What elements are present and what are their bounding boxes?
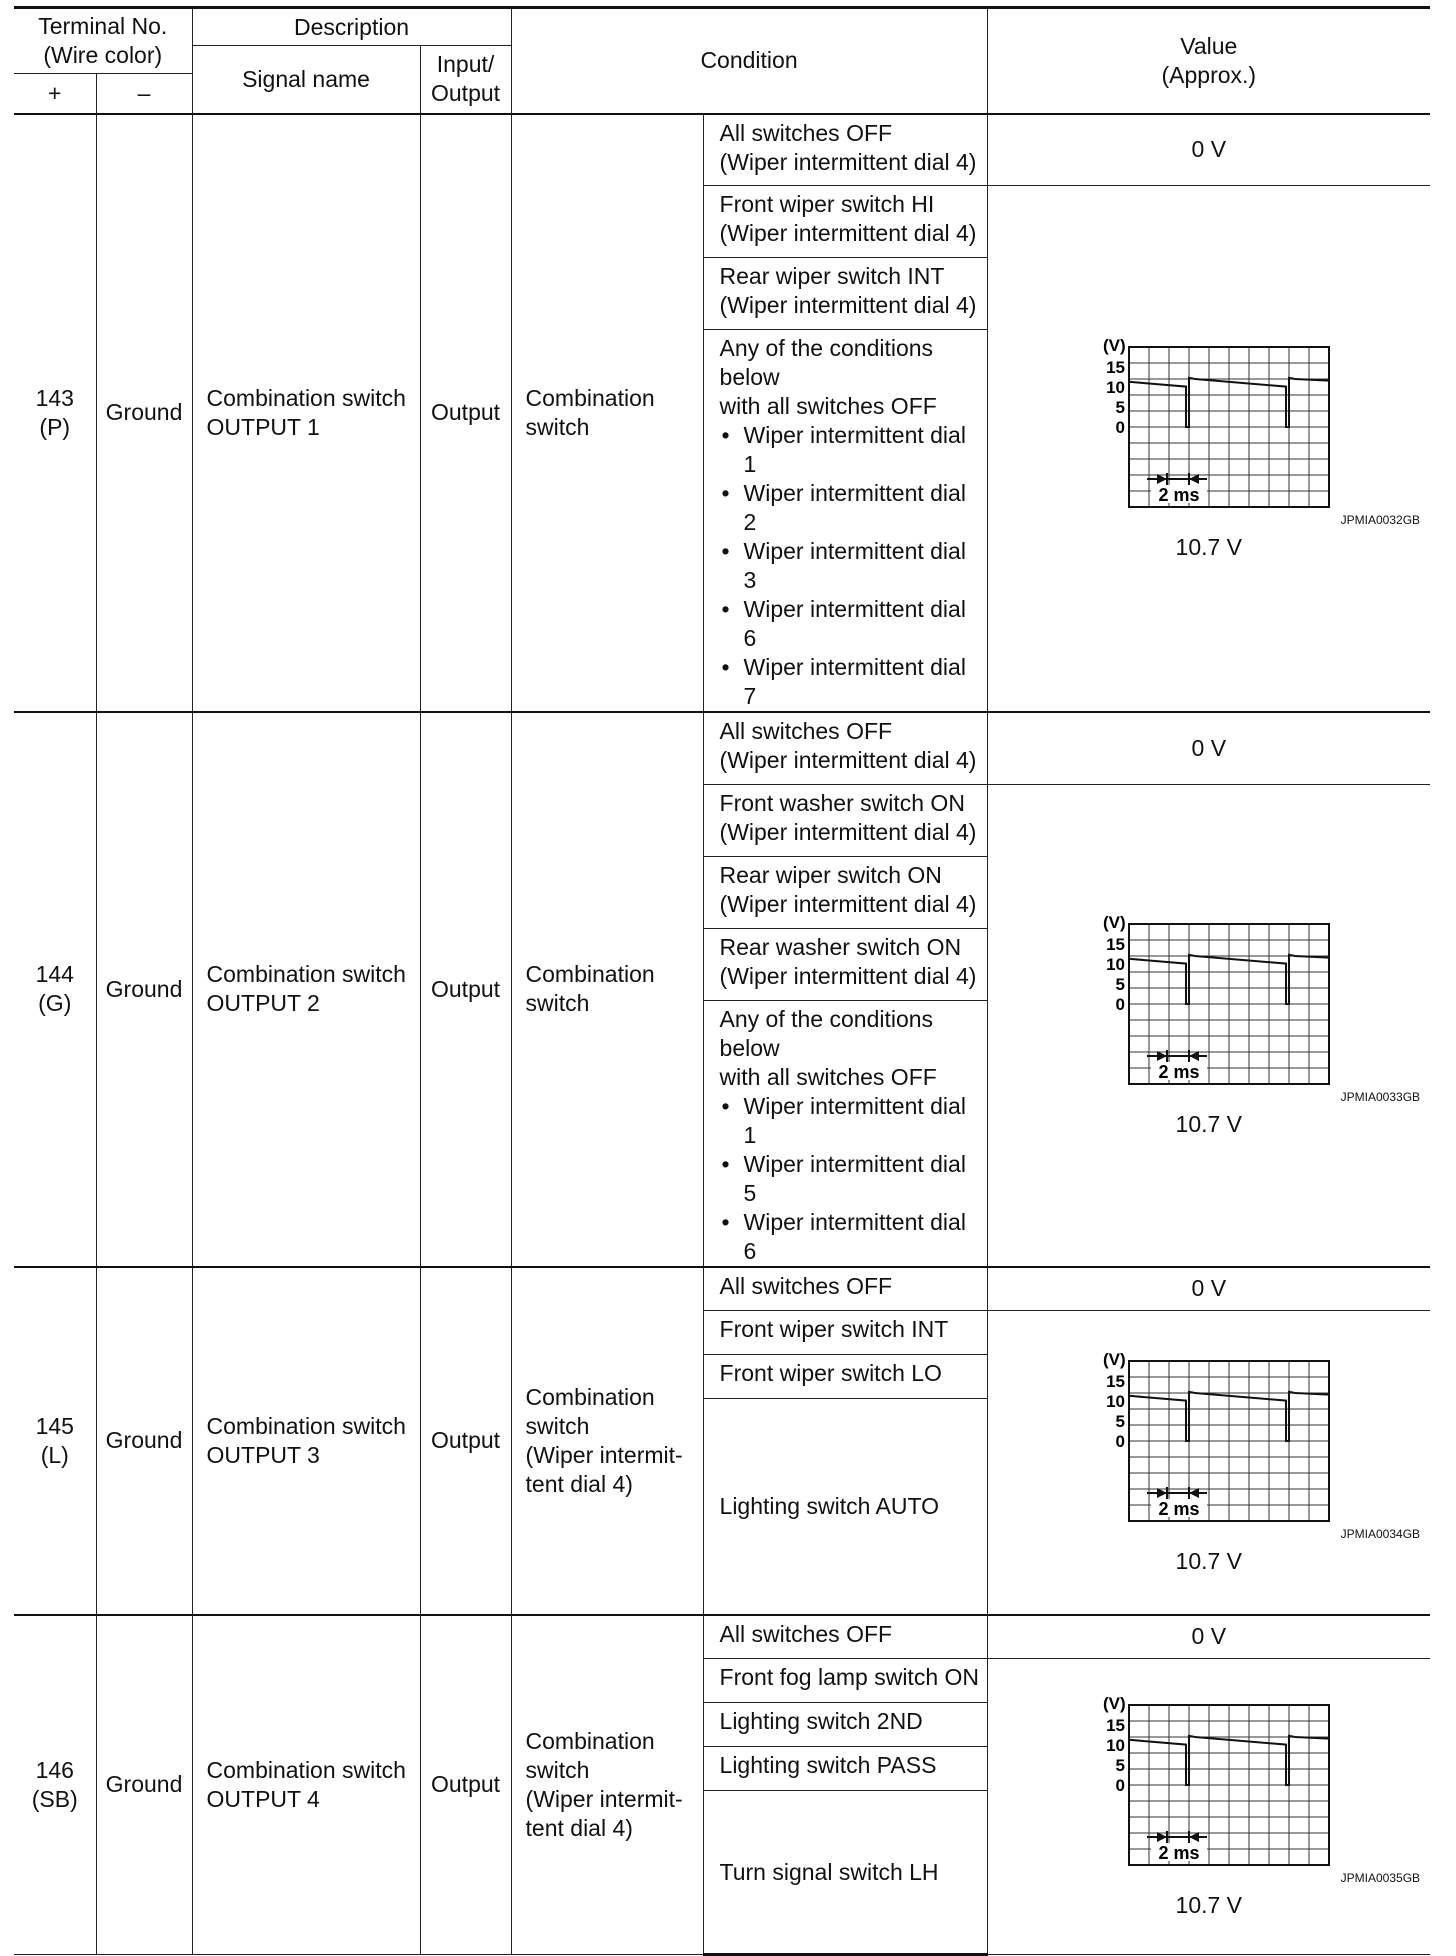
condition-header: Condition [511, 8, 987, 114]
waveform-figure [988, 912, 1431, 1139]
waveform-value-cell [987, 186, 1430, 713]
wire-color: (G) [38, 990, 72, 1017]
value-cell: 0 V [987, 712, 1430, 784]
terminal-spec-table [14, 6, 1430, 1956]
condition-cell [703, 1311, 987, 1355]
time-scale-label: 2 ms [1158, 1843, 1200, 1863]
wire-color: (L) [40, 1441, 69, 1468]
waveform-value-cell [987, 784, 1430, 1267]
condition-cell [703, 1267, 987, 1311]
y-tick-label: 5 [1115, 398, 1125, 417]
condition-line: Front washer switch ON [719, 789, 965, 816]
condition-cell [703, 856, 987, 928]
signal-name-cell [192, 712, 420, 1267]
signal-name-cell [192, 1615, 420, 1955]
time-scale-label: 2 ms [1158, 1498, 1200, 1519]
condition-bullet-item: • Wiper intermittent dial 3 [720, 537, 983, 595]
condition-bullet-item: • Wiper intermittent dial 5 [720, 1150, 983, 1208]
condition-category-line: tent dial 4) [525, 1814, 633, 1841]
wire-color-label: (Wire color) [43, 42, 163, 68]
waveform-figure [988, 1349, 1431, 1576]
condition-line: Any of the conditions below [719, 335, 934, 390]
condition-cell [703, 1615, 987, 1659]
terminal-number-cell [14, 1615, 96, 1955]
table-row [14, 1615, 1430, 1659]
condition-category-line: switch [525, 1756, 590, 1783]
condition-cell [703, 784, 987, 856]
y-tick-label: 10 [1105, 378, 1125, 397]
condition-cell [703, 1000, 987, 1267]
condition-category-line: tent dial 4) [525, 1470, 633, 1497]
y-unit-label: (V) [1102, 912, 1126, 932]
signal-name-line: Combination switch [206, 1412, 406, 1439]
terminal-number-cell [14, 712, 96, 1267]
condition-cell [703, 712, 987, 784]
value-label: Value [1180, 32, 1238, 59]
minus-terminal-cell: Ground [96, 114, 192, 713]
condition-line: Front fog lamp switch ON [719, 1664, 979, 1690]
wire-color: (SB) [31, 1785, 78, 1812]
signal-name-line: Combination switch [206, 1756, 406, 1783]
signal-name-line: OUTPUT 4 [206, 1785, 320, 1812]
figure-code: JPMIA0033GB [1340, 1089, 1421, 1104]
waveform-value-cell [987, 1311, 1430, 1615]
condition-bullet-item: • Wiper intermittent dial 2 [720, 479, 983, 537]
table-row [14, 114, 1430, 186]
approx-label: (Approx.) [1161, 61, 1257, 88]
terminal-number: 145 [35, 1412, 74, 1439]
y-tick-label: 5 [1115, 1756, 1125, 1775]
y-tick-label: 0 [1115, 418, 1125, 437]
y-tick-label: 0 [1115, 1776, 1125, 1795]
minus-header: – [96, 74, 192, 114]
minus-terminal-cell: Ground [96, 1615, 192, 1955]
condition-line: (Wiper intermittent dial 4) [719, 747, 977, 773]
waveform-figure [988, 1693, 1431, 1920]
condition-line: Any of the conditions below [719, 1005, 934, 1061]
condition-line: (Wiper intermittent dial 4) [719, 962, 977, 989]
condition-category-line: Combination [525, 961, 655, 988]
terminal-number-cell [14, 114, 96, 713]
y-tick-label: 15 [1105, 934, 1125, 954]
waveform-graph [1059, 1693, 1359, 1871]
y-tick-label: 15 [1105, 1371, 1125, 1391]
condition-line: with all switches OFF [719, 1063, 937, 1090]
signal-name-cell [192, 1267, 420, 1615]
condition-category-line: Combination [525, 384, 655, 411]
condition-category-line: switch [525, 990, 590, 1017]
condition-line: (Wiper intermittent dial 4) [719, 148, 977, 175]
signal-name-cell [192, 114, 420, 713]
y-tick-label: 10 [1105, 954, 1125, 974]
condition-line: Lighting switch PASS [719, 1752, 937, 1778]
condition-line: (Wiper intermittent dial 4) [719, 220, 977, 246]
condition-bullet-list [720, 1092, 983, 1266]
condition-line: Rear wiper switch INT [719, 263, 945, 289]
condition-line: All switches OFF [719, 1620, 893, 1647]
y-tick-label: 5 [1115, 1411, 1125, 1431]
terminal-number: 143 [35, 384, 74, 411]
condition-cell [703, 1659, 987, 1703]
signal-name-line: OUTPUT 1 [206, 413, 320, 440]
condition-line: Front wiper switch HI [719, 191, 935, 217]
y-unit-label: (V) [1102, 1349, 1126, 1369]
signal-name-header: Signal name [192, 46, 420, 114]
terminal-number: 146 [35, 1756, 74, 1783]
condition-category-line: (Wiper intermit- [525, 1785, 683, 1812]
condition-cell [703, 258, 987, 330]
condition-line: All switches OFF [719, 119, 893, 146]
y-unit-label: (V) [1102, 336, 1126, 355]
y-tick-label: 15 [1105, 358, 1125, 377]
y-unit-label: (V) [1102, 1694, 1126, 1713]
value-cell: 0 V [987, 1267, 1430, 1311]
waveform-figure [988, 335, 1431, 562]
condition-line: Lighting switch 2ND [719, 1708, 923, 1734]
table-header [14, 8, 1430, 114]
condition-bullet-item: • Wiper intermittent dial 6 [720, 595, 983, 653]
signal-name-line: OUTPUT 2 [206, 990, 320, 1017]
condition-line: All switches OFF [719, 718, 893, 744]
y-tick-label: 5 [1115, 974, 1125, 994]
condition-line: Rear washer switch ON [719, 933, 962, 960]
waveform-graph [1059, 912, 1359, 1090]
minus-terminal-cell: Ground [96, 712, 192, 1267]
signal-name-line: Combination switch [206, 961, 406, 988]
signal-name-line: Combination switch [206, 384, 406, 411]
y-tick-label: 10 [1105, 1391, 1125, 1411]
condition-line: with all switches OFF [719, 393, 937, 419]
condition-bullet-list [720, 421, 983, 711]
input-label: Input/ [436, 51, 495, 78]
condition-category-cell [511, 1615, 703, 1955]
minus-terminal-cell: Ground [96, 1267, 192, 1615]
value-cell: 0 V [987, 1615, 1430, 1659]
y-tick-label: 10 [1105, 1736, 1125, 1755]
table-row [14, 1267, 1430, 1311]
condition-bullet-item: • Wiper intermittent dial 1 [720, 421, 983, 479]
condition-line: Rear wiper switch ON [719, 861, 942, 888]
condition-category-line: switch [525, 413, 590, 440]
condition-line: Lighting switch AUTO [719, 1492, 939, 1519]
condition-category-cell [511, 1267, 703, 1615]
wire-color: (P) [39, 413, 71, 440]
condition-line: (Wiper intermittent dial 4) [719, 890, 977, 917]
condition-cell [703, 114, 987, 186]
condition-line: Front wiper switch LO [719, 1360, 942, 1386]
condition-bullet-item: • Wiper intermittent dial 7 [720, 653, 983, 711]
condition-cell [703, 1703, 987, 1747]
condition-bullet-item: • Wiper intermittent dial 6 [720, 1208, 983, 1266]
table-row [14, 712, 1430, 784]
y-tick-label: 15 [1105, 1716, 1125, 1735]
condition-line: Turn signal switch LH [719, 1858, 939, 1885]
time-scale-label: 2 ms [1158, 485, 1200, 505]
input-output-cell: Output [420, 712, 511, 1267]
condition-category-line: switch [525, 1412, 590, 1439]
condition-cell [703, 1355, 987, 1399]
condition-line: All switches OFF [719, 1272, 893, 1299]
condition-category-line: Combination [525, 1383, 655, 1410]
condition-line: Front wiper switch INT [719, 1316, 949, 1342]
waveform-value-cell [987, 1659, 1430, 1955]
condition-category-line: (Wiper intermit- [525, 1441, 683, 1468]
condition-cell [703, 928, 987, 1000]
description-header: Description [192, 8, 511, 46]
terminal-no-label: Terminal No. [38, 13, 168, 39]
figure-code: JPMIA0035GB [1340, 1871, 1421, 1885]
terminal-no-header [14, 8, 192, 74]
input-output-cell: Output [420, 1267, 511, 1615]
waveform-value: 10.7 V [1175, 1110, 1243, 1137]
condition-cell [703, 1747, 987, 1791]
input-output-cell: Output [420, 1615, 511, 1955]
y-tick-label: 0 [1115, 1431, 1125, 1451]
condition-category-cell [511, 114, 703, 713]
condition-bullet-item: • Wiper intermittent dial 1 [720, 1092, 983, 1150]
plus-header: + [14, 74, 96, 114]
figure-code: JPMIA0032GB [1340, 513, 1421, 527]
input-output-header [420, 46, 511, 114]
condition-cell [703, 330, 987, 713]
condition-line: (Wiper intermittent dial 4) [719, 818, 977, 845]
table-body [14, 114, 1430, 1955]
waveform-value: 10.7 V [1175, 534, 1243, 560]
condition-category-line: Combination [525, 1727, 655, 1754]
output-label: Output [431, 80, 501, 107]
input-output-cell: Output [420, 114, 511, 713]
waveform-value: 10.7 V [1175, 1547, 1243, 1574]
signal-name-line: OUTPUT 3 [206, 1441, 320, 1468]
waveform-graph [1059, 1349, 1359, 1527]
time-scale-label: 2 ms [1158, 1061, 1200, 1082]
figure-code: JPMIA0034GB [1340, 1526, 1421, 1541]
waveform-value: 10.7 V [1175, 1892, 1243, 1918]
waveform-graph [1059, 335, 1359, 513]
condition-line: (Wiper intermittent dial 4) [719, 292, 977, 318]
value-cell: 0 V [987, 114, 1430, 186]
terminal-number: 144 [35, 961, 74, 988]
terminal-number-cell [14, 1267, 96, 1615]
value-header [987, 8, 1430, 114]
condition-cell [703, 1399, 987, 1615]
y-tick-label: 0 [1115, 994, 1125, 1014]
condition-cell [703, 1791, 987, 1955]
condition-category-cell [511, 712, 703, 1267]
condition-cell [703, 186, 987, 258]
